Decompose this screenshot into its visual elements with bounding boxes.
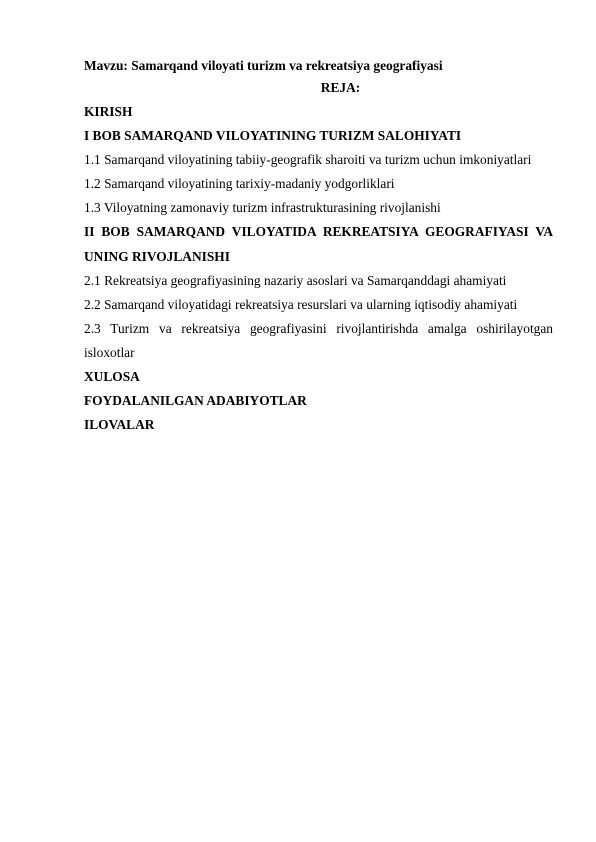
toc-appendices: ILOVALAR xyxy=(84,417,155,433)
toc-section-2-2: 2.2 Samarqand viloyatidagi rekreatsiya resurslari va ularning iqtisodiy ahamiyati xyxy=(84,296,518,312)
toc-section-1-1: 1.1 Samarqand viloyatining tabiiy-geografik sharoiti va turizm uchun imkoniyatlari xyxy=(84,152,532,168)
plan-heading: REJA: xyxy=(320,80,361,95)
toc-section-1-2: 1.2 Samarqand viloyatining tarixiy-madaniy yodgorliklari xyxy=(84,176,395,192)
toc-chapter-1-heading: I BOB SAMARQAND VILOYATINING TURIZM SALOHIYATI xyxy=(84,128,462,144)
toc-intro: KIRISH xyxy=(84,104,133,119)
page-content xyxy=(84,56,553,437)
toc-references: FOYDALANILGAN ADABIYOTLAR xyxy=(84,393,307,409)
toc-section-1-3: 1.3 Viloyatning zamonaviy turizm infrastrukturasining rivojlanishi xyxy=(84,200,441,216)
toc-conclusion: XULOSA xyxy=(84,369,140,385)
toc-chapter-2-heading: II BOB SAMARQAND VILOYATIDA REKREATSIYA GEOGRAFIYASI VA UNING RIVOJLANISHI xyxy=(84,224,553,264)
toc-section-2-3: 2.3 Turizm va rekreatsiya geografiyasini rivojlantirishda amalga oshirilayotgan isloxotlar xyxy=(84,320,553,360)
toc-section-2-1: 2.1 Rekreatsiya geografiyasining nazariy asoslari va Samarqanddagi ahamiyati xyxy=(84,272,507,288)
document-title: Mavzu: Samarqand viloyati turizm va rekreatsiya geografiyasi xyxy=(84,58,443,73)
